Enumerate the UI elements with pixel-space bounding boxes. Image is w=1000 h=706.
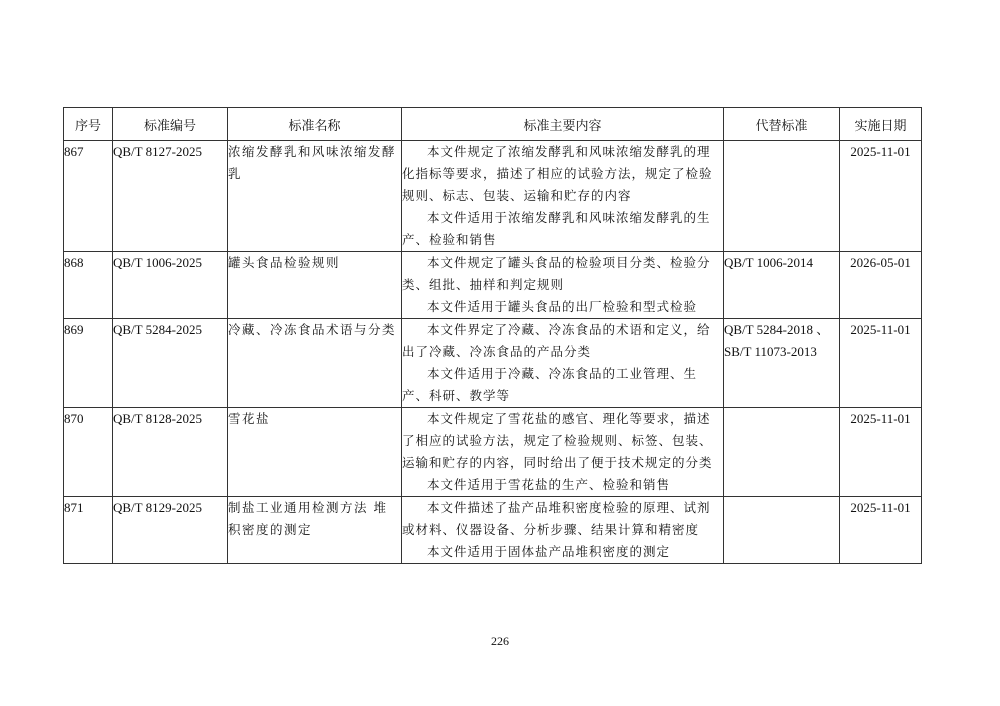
content-paragraph: 本文件适用于雪花盐的生产、检验和销售 — [427, 477, 671, 492]
content-paragraph: 本文件描述了盐产品堆积密度检验的原理、试剂或材料、仪器设备、分析步骤、结果计算和精密度 — [402, 500, 711, 537]
row-replaces — [724, 141, 840, 252]
content-paragraph: 本文件规定了雪花盐的感官、理化等要求，描述了相应的试验方法，规定了检验规则、标签、包装、运输和贮存的内容，同时给出了便于技术规定的分类 — [402, 411, 713, 470]
replaces-line: SB/T 11073-2013 — [724, 344, 817, 359]
row-code: QB/T 8129-2025 — [113, 497, 228, 564]
row-seq: 867 — [64, 141, 113, 252]
header-name: 标准名称 — [228, 108, 402, 141]
content-paragraph: 本文件界定了冷藏、冷冻食品的术语和定义，给出了冷藏、冷冻食品的产品分类 — [402, 322, 711, 359]
row-name: 制盐工业通用检测方法 堆积密度的测定 — [228, 497, 402, 564]
standards-table — [63, 107, 922, 564]
content-paragraph: 本文件适用于浓缩发酵乳和风味浓缩发酵乳的生产、检验和销售 — [402, 210, 711, 247]
content-paragraph: 本文件适用于固体盐产品堆积密度的测定 — [427, 544, 671, 559]
row-date: 2025-11-01 — [840, 319, 922, 408]
row-code: QB/T 1006-2025 — [113, 252, 228, 319]
header-replaces: 代替标准 — [724, 108, 840, 141]
row-date: 2025-11-01 — [840, 408, 922, 497]
replaces-line: QB/T 1006-2014 — [724, 255, 813, 270]
header-date: 实施日期 — [840, 108, 922, 141]
table-row — [64, 141, 922, 252]
table-row — [64, 252, 922, 319]
row-seq: 869 — [64, 319, 113, 408]
replaces-line: QB/T 5284-2018 、 — [724, 322, 830, 337]
row-date: 2025-11-01 — [840, 497, 922, 564]
row-seq: 868 — [64, 252, 113, 319]
row-replaces — [724, 252, 840, 319]
row-content — [402, 319, 724, 408]
row-content — [402, 141, 724, 252]
content-paragraph: 本文件适用于罐头食品的出厂检验和型式检验 — [427, 299, 698, 314]
page-number: 226 — [491, 634, 509, 648]
content-paragraph: 本文件规定了浓缩发酵乳和风味浓缩发酵乳的理化指标等要求，描述了相应的试验方法，规定了检验规则、标志、包装、运输和贮存的内容 — [402, 144, 713, 203]
table-row — [64, 497, 922, 564]
table-row — [64, 319, 922, 408]
row-date: 2026-05-01 — [840, 252, 922, 319]
row-replaces — [724, 497, 840, 564]
header-code: 标准编号 — [113, 108, 228, 141]
header-content: 标准主要内容 — [402, 108, 724, 141]
row-seq: 870 — [64, 408, 113, 497]
table-row — [64, 408, 922, 497]
row-code: QB/T 8128-2025 — [113, 408, 228, 497]
row-content — [402, 497, 724, 564]
row-name: 浓缩发酵乳和风味浓缩发酵乳 — [228, 141, 402, 252]
header-seq: 序号 — [64, 108, 113, 141]
row-name: 罐头食品检验规则 — [228, 252, 402, 319]
row-code: QB/T 8127-2025 — [113, 141, 228, 252]
row-content — [402, 252, 724, 319]
row-name: 冷藏、冷冻食品术语与分类 — [228, 319, 402, 408]
row-seq: 871 — [64, 497, 113, 564]
row-code: QB/T 5284-2025 — [113, 319, 228, 408]
row-replaces — [724, 408, 840, 497]
row-replaces — [724, 319, 840, 408]
content-paragraph: 本文件适用于冷藏、冷冻食品的工业管理、生产、科研、教学等 — [402, 366, 698, 403]
content-paragraph: 本文件规定了罐头食品的检验项目分类、检验分类、组批、抽样和判定规则 — [402, 255, 711, 292]
table-header-row — [64, 108, 922, 141]
row-content — [402, 408, 724, 497]
row-name: 雪花盐 — [228, 408, 402, 497]
row-date: 2025-11-01 — [840, 141, 922, 252]
